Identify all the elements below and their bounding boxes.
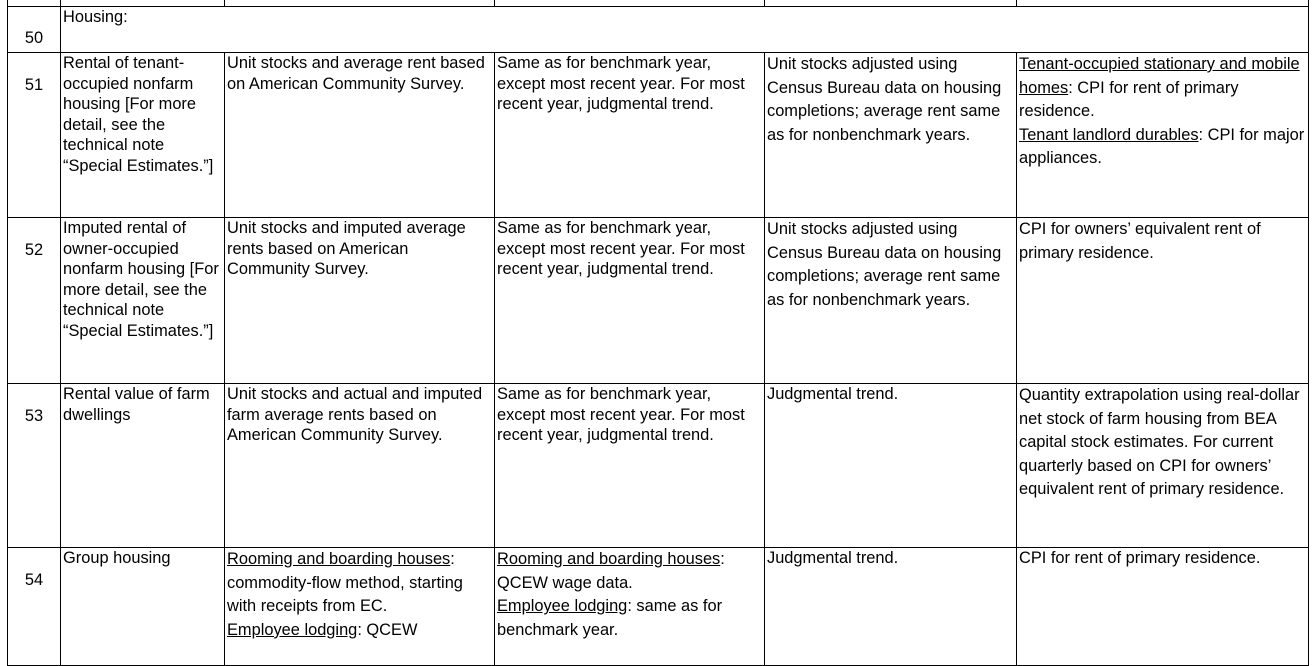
quarterly-cell: Unit stocks adjusted using Census Bureau data on housing completions; average rent same as for nonbenchmark years. xyxy=(765,218,1017,384)
benchmark-cell xyxy=(225,548,495,666)
annual-subcategory-text: : same as for benchmark year. xyxy=(497,597,723,639)
category-cell: Group housing xyxy=(61,548,225,666)
line-number: 50 xyxy=(8,7,61,53)
price-cell xyxy=(1017,53,1309,218)
benchmark-subcategory-text: : QCEW xyxy=(357,620,418,639)
price-cell: CPI for owners’ equivalent rent of primary residence. xyxy=(1017,218,1309,384)
price-cell: Quantity extrapolation using real-dollar net stock of farm housing from BEA capital stock estimates. For current quarterly based on CPI for owners’ equivalent rent of primary residence. xyxy=(1017,384,1309,548)
price-subcategory-label: Tenant-occupied stationary and mobile homes xyxy=(1019,55,1300,97)
annual-cell: Same as for benchmark year, except most recent year. For most recent year, judgmental trend. xyxy=(495,384,765,548)
annual-segment xyxy=(497,595,762,642)
table-row xyxy=(8,548,1309,666)
category-cell: Housing: xyxy=(61,7,1309,53)
annual-segment xyxy=(497,548,762,595)
category-cell: Rental of tenant-occupied nonfarm housing [For more detail, see the technical note “Special Estimates.”] xyxy=(61,53,225,218)
table-row xyxy=(8,218,1309,384)
price-subcategory-label: Tenant landlord durables xyxy=(1019,125,1199,144)
benchmark-subcategory-text: : commodity-flow method, starting with receipts from EC. xyxy=(227,550,463,616)
benchmark-segment xyxy=(227,619,492,643)
quarterly-cell: Unit stocks adjusted using Census Bureau data on housing completions; average rent same as for nonbenchmark years. xyxy=(765,53,1017,218)
price-subcategory-text: : CPI for rent of primary residence. xyxy=(1019,78,1239,121)
benchmark-segment xyxy=(227,548,492,619)
annual-subcategory-label: Rooming and boarding houses xyxy=(497,550,721,568)
annual-cell xyxy=(495,548,765,666)
line-number: 53 xyxy=(8,384,61,548)
quarterly-cell: Judgmental trend. xyxy=(765,548,1017,666)
table-row xyxy=(8,7,1309,53)
category-cell: Rental value of farm dwellings xyxy=(61,384,225,548)
benchmark-cell: Unit stocks and average rent based on American Community Survey. xyxy=(225,53,495,218)
table-row xyxy=(8,53,1309,218)
price-segment xyxy=(1019,124,1306,171)
benchmark-cell: Unit stocks and actual and imputed farm average rents based on American Community Survey. xyxy=(225,384,495,548)
quarterly-cell: Judgmental trend. xyxy=(765,384,1017,548)
table-row xyxy=(8,384,1309,548)
annual-cell: Same as for benchmark year, except most recent year. For most recent year, judgmental trend. xyxy=(495,218,765,384)
line-number: 54 xyxy=(8,548,61,666)
price-cell: CPI for rent of primary residence. xyxy=(1017,548,1309,666)
price-segment xyxy=(1019,53,1306,124)
line-number: 52 xyxy=(8,218,61,384)
annual-subcategory-text: : QCEW wage data. xyxy=(497,550,725,592)
benchmark-cell: Unit stocks and imputed average rents based on American Community Survey. xyxy=(225,218,495,384)
line-number: 51 xyxy=(8,53,61,218)
annual-subcategory-label: Employee lodging xyxy=(497,597,628,616)
annual-cell: Same as for benchmark year, except most recent year. For most recent year, judgmental trend. xyxy=(495,53,765,218)
category-cell: Imputed rental of owner-occupied nonfarm housing [For more detail, see the technical note “Special Estimates.”] xyxy=(61,218,225,384)
benchmark-subcategory-label: Employee lodging xyxy=(227,620,358,639)
price-subcategory-text: : CPI for major appliances. xyxy=(1019,125,1305,168)
benchmark-subcategory-label: Rooming and boarding houses xyxy=(227,550,451,568)
methodology-table xyxy=(7,0,1309,666)
